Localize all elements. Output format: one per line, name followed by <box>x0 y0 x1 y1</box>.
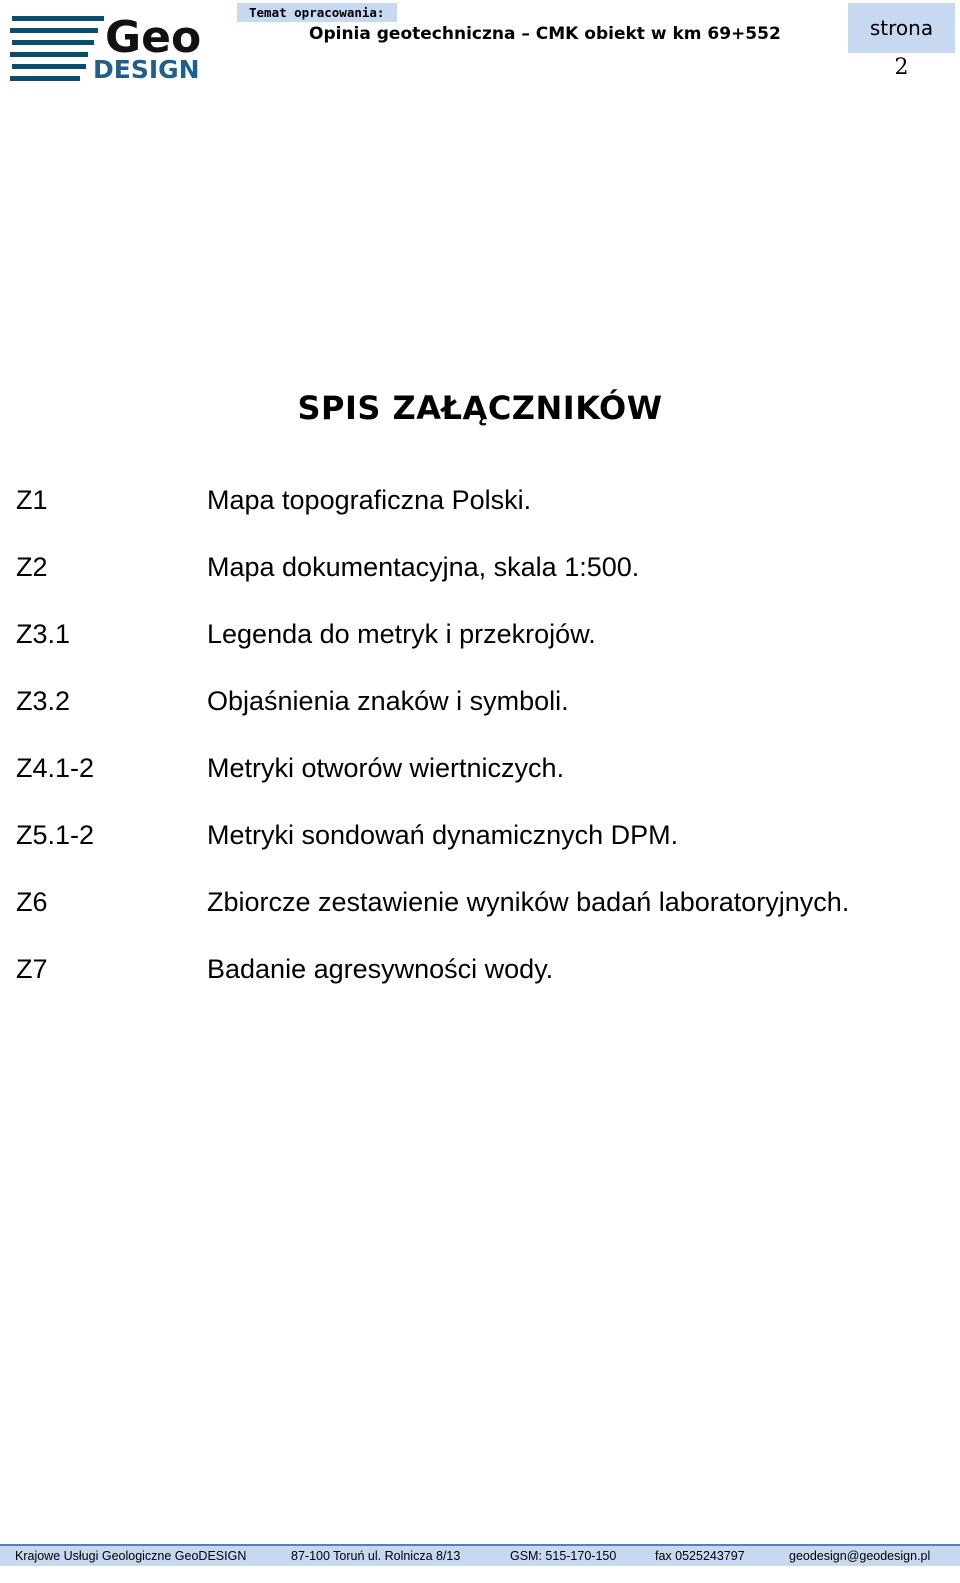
attachment-item <box>0 676 960 743</box>
attachment-description: Badanie agresywności wody. <box>207 954 554 984</box>
attachment-code: Z6 <box>16 887 48 917</box>
page-title: SPIS ZAŁĄCZNIKÓW <box>297 389 663 427</box>
attachment-item <box>0 609 960 676</box>
geodesign-logo <box>10 12 232 86</box>
attachment-code: Z3.2 <box>16 686 71 716</box>
attachment-description: Mapa topograficzna Polski. <box>207 485 532 515</box>
page-number: 2 <box>894 55 909 80</box>
attachment-item <box>0 944 960 1011</box>
page-label: strona <box>848 3 955 53</box>
footer-email: geodesign@geodesign.pl <box>789 1549 931 1563</box>
logo-graphic <box>10 12 232 86</box>
attachment-item <box>0 810 960 877</box>
attachment-code: Z4.1-2 <box>16 753 95 783</box>
footer-company: Krajowe Usługi Geologiczne GeoDESIGN <box>15 1549 247 1563</box>
attachment-item <box>0 542 960 609</box>
attachment-code: Z2 <box>16 552 48 582</box>
attachment-description: Metryki otworów wiertniczych. <box>207 753 565 783</box>
attachment-description: Metryki sondowań dynamicznych DPM. <box>207 820 679 850</box>
attachment-item <box>0 475 960 542</box>
attachment-code: Z7 <box>16 954 48 984</box>
logo-design-text: DESIGN <box>93 55 200 84</box>
attachment-item <box>0 877 960 944</box>
attachment-code: Z3.1 <box>16 619 71 649</box>
attachment-description: Mapa dokumentacyjna, skala 1:500. <box>207 552 640 582</box>
footer-fax: fax 0525243797 <box>655 1549 745 1563</box>
attachment-description: Objaśnienia znaków i symboli. <box>207 686 569 716</box>
topic-label: Temat opracowania: <box>237 3 397 22</box>
attachment-code: Z5.1-2 <box>16 820 95 850</box>
page-footer <box>0 1544 960 1566</box>
footer-address: 87-100 Toruń ul. Rolnicza 8/13 <box>291 1549 461 1563</box>
attachment-list <box>0 475 960 1011</box>
logo-geo-text: Geo <box>105 12 202 63</box>
attachment-item <box>0 743 960 810</box>
topic-title: Opinia geotechniczna – CMK obiekt w km 69+552 <box>309 24 781 44</box>
logo-stripes <box>10 16 104 81</box>
attachment-description: Legenda do metryk i przekrojów. <box>207 619 596 649</box>
attachment-code: Z1 <box>16 485 48 515</box>
footer-phone: GSM: 515-170-150 <box>510 1549 617 1563</box>
attachment-description: Zbiorcze zestawienie wyników badań laboratoryjnych. <box>207 887 850 917</box>
